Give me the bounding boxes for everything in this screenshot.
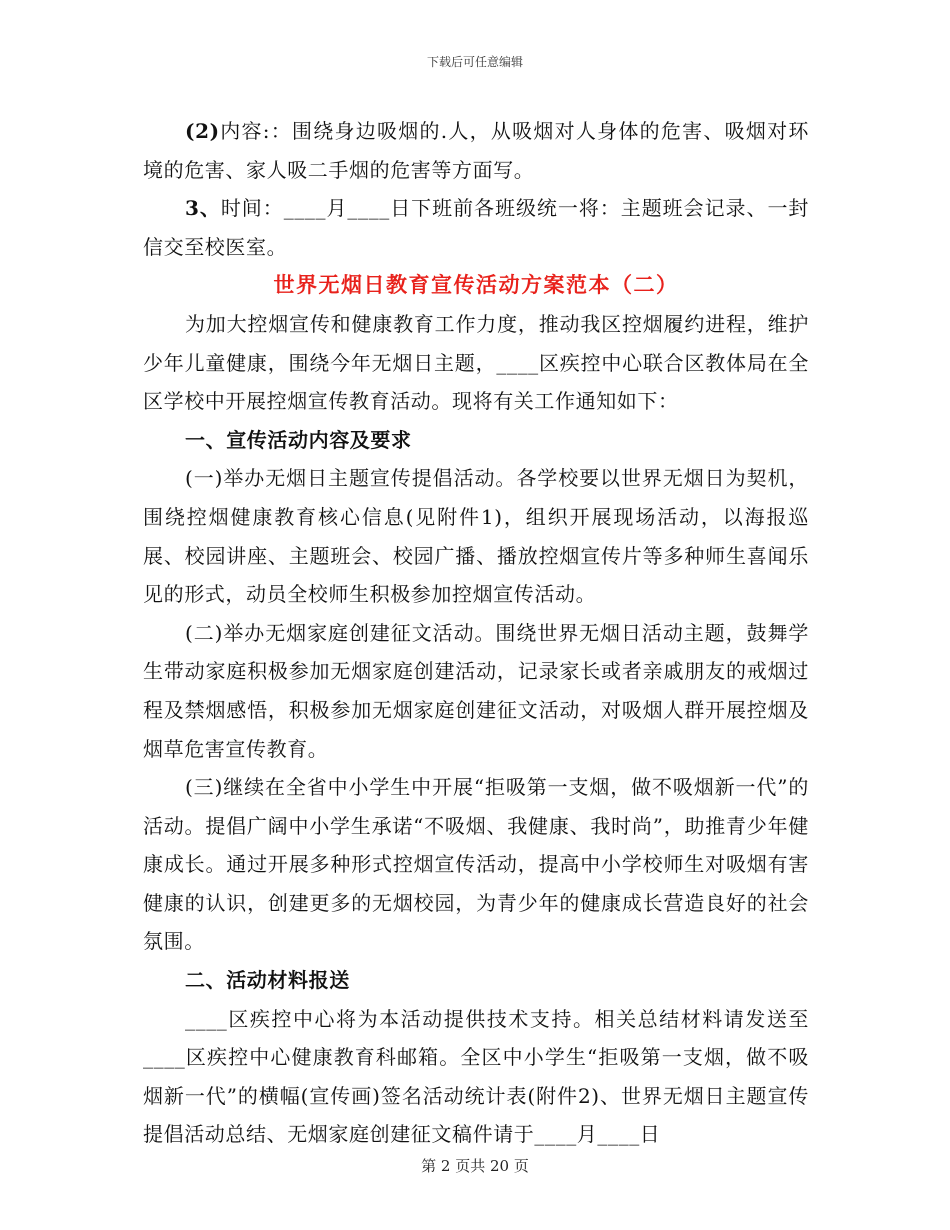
document-body <box>143 112 809 1154</box>
section-heading: 二、活动材料报送 <box>185 968 350 993</box>
paragraph-time-item <box>143 189 809 266</box>
item-number: (2) <box>185 119 220 143</box>
intro-paragraph: 为加大控烟宣传和健康教育工作力度，推动我区控烟履约进程，维护少年儿童健康，围绕今年无烟日主题，____区疾控中心联合区教体局在全区学校中开展控烟宣传教育活动。现将有关工作通知如下： <box>143 311 809 414</box>
item-text: 时间：____月____日下班前各班级统一将：主题班会记录、一封信交至校医室。 <box>143 196 809 259</box>
section-heading: 一、宣传活动内容及要求 <box>185 427 412 452</box>
section-paragraph: ____区疾控中心将为本活动提供技术支持。相关总结材料请发送至____区疾控中心健康教育科邮箱。全区中小学生“拒吸第一支烟，做不吸烟新一代”的横幅(宣传画)签名活动统计表(附件2)、世界无烟日主题宣传提倡活动总结、无烟家庭创建征文稿件请于____月____日 <box>143 1006 809 1147</box>
section-paragraph: (二)举办无烟家庭创建征文活动。围绕世界无烟日活动主题，鼓舞学生带动家庭积极参加无烟家庭创建活动，记录家长或者亲戚朋友的戒烟过程及禁烟感悟，积极参加无烟家庭创建征文活动，对吸烟人群开展控烟及烟草危害宣传教育。 <box>143 620 809 761</box>
section-paragraph: (三)继续在全省中小学生中开展“拒吸第一支烟，做不吸烟新一代”的活动。提倡广阔中小学生承诺“不吸烟、我健康、我时尚”，助推青少年健康成长。通过开展多种形式控烟宣传活动，提高中小学校师生对吸烟有害健康的认识，创建更多的无烟校园，为青少年的健康成长营造良好的社会氛围。 <box>143 775 809 954</box>
item-text: 内容:：围绕身边吸烟的.人，从吸烟对人身体的危害、吸烟对环境的危害、家人吸二手烟的危害等方面写。 <box>143 119 809 182</box>
document-title: 世界无烟日教育宣传活动方案范本（二） <box>273 272 679 298</box>
item-number: 3、 <box>185 196 221 221</box>
section-paragraph: (一)举办无烟日主题宣传提倡活动。各学校要以世界无烟日为契机，围绕控烟健康教育核心信息(见附件1)，组织开展现场活动，以海报巡展、校园讲座、主题班会、校园广播、播放控烟宣传片等多种师生喜闻乐见的形式，动员全校师生积极参加控烟宣传活动。 <box>143 466 809 607</box>
page-header: 下载后可任意编辑 <box>426 55 523 69</box>
page-footer: 第 2 页共 20 页 <box>421 1157 529 1175</box>
paragraph-content-item <box>143 112 809 189</box>
